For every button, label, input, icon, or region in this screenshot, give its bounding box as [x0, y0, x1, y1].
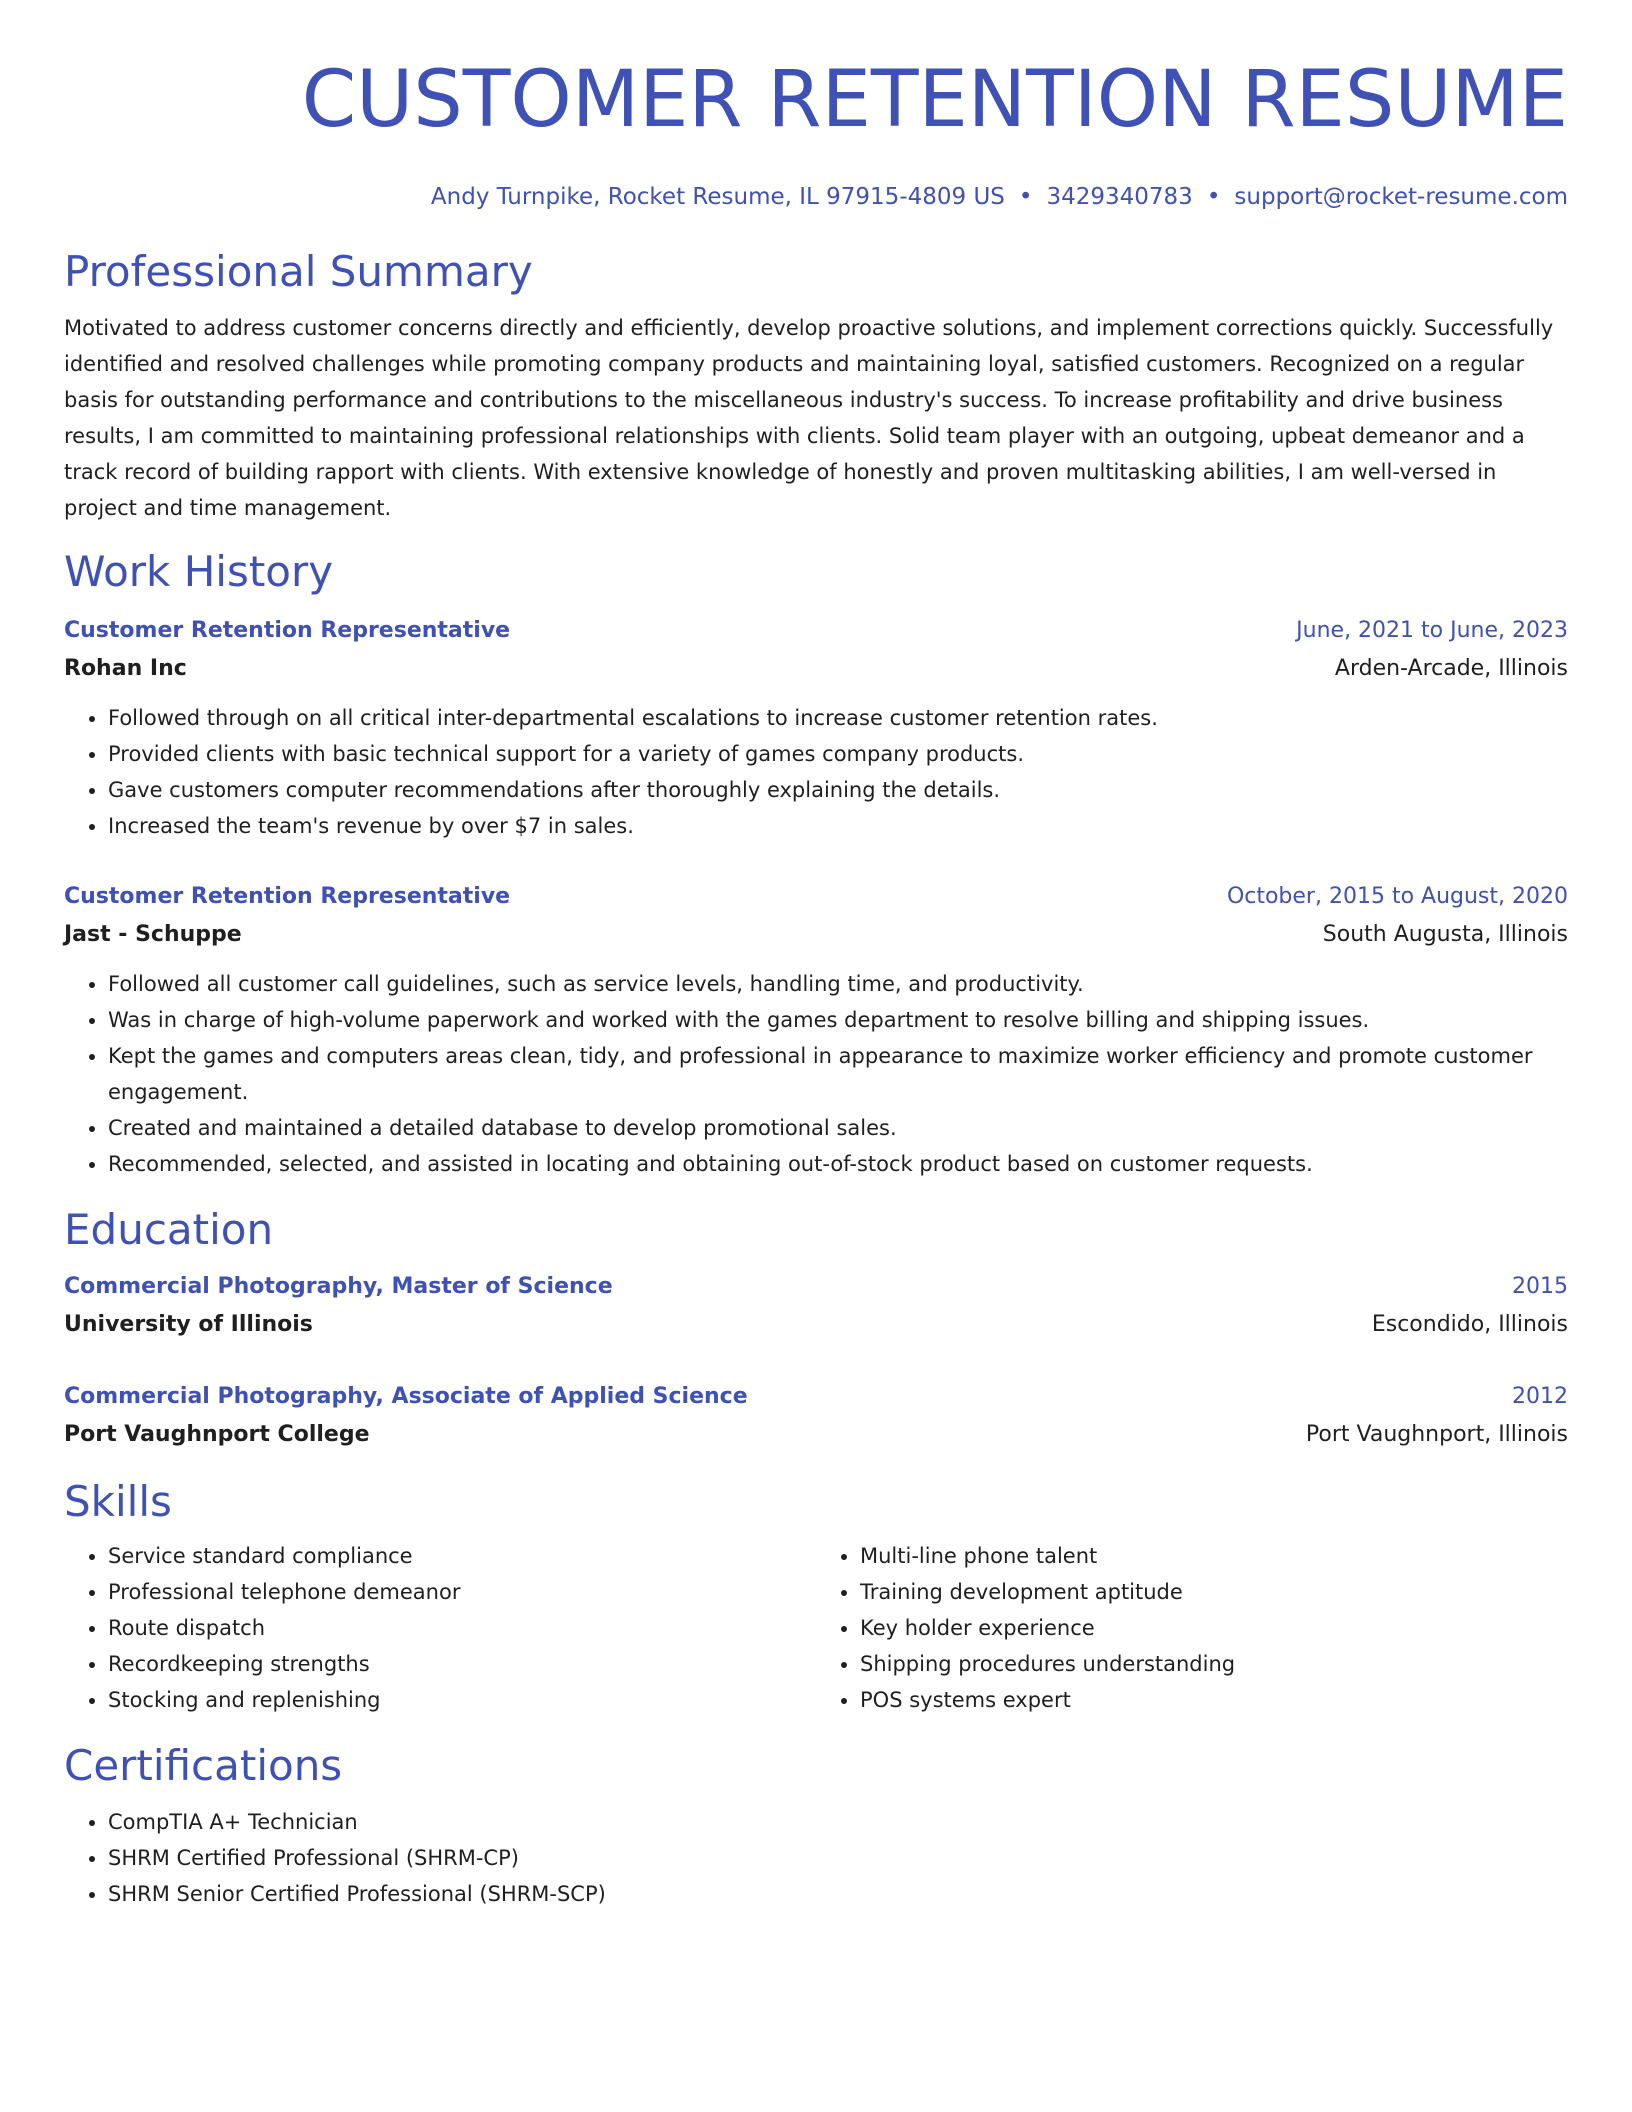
skill-item: • Shipping procedures understanding [860, 1646, 1568, 1682]
job-company: Rohan Inc [64, 656, 187, 681]
job-bullets [64, 966, 1568, 1182]
job-bullets [64, 700, 1568, 844]
job-location: South Augusta, Illinois [1322, 922, 1568, 947]
job-company: Jast - Schuppe [64, 922, 242, 947]
contact-line [64, 182, 1568, 212]
job-location: Arden-Arcade, Illinois [1334, 656, 1568, 681]
education-school-row [64, 1306, 1568, 1344]
job-company-row [64, 916, 1568, 954]
contact-email: support@rocket-resume.com [1234, 184, 1568, 210]
skill-item: • Multi-line phone talent [860, 1538, 1568, 1574]
job-bullet: • Recommended, selected, and assisted in locating and obtaining out-of-stock product based on customer requests. [108, 1146, 1568, 1182]
education-degree: Commercial Photography, Master of Science [64, 1274, 613, 1299]
summary-heading: Professional Summary [64, 247, 533, 296]
job-entry [64, 612, 1568, 844]
education-entry [64, 1378, 1568, 1454]
job-dates: October, 2015 to August, 2020 [1226, 884, 1568, 909]
job-bullet: • Gave customers computer recommendations after thoroughly explaining the details. [108, 772, 1568, 808]
job-bullet: • Followed through on all critical inter-departmental escalations to increase customer retention rates. [108, 700, 1568, 736]
job-title-row [64, 612, 1568, 650]
education-heading: Education [64, 1205, 274, 1254]
job-title: Customer Retention Representative [64, 618, 511, 643]
work-history-heading: Work History [64, 547, 334, 596]
skills-list-left [64, 1538, 816, 1718]
job-title-row [64, 878, 1568, 916]
skills-grid [64, 1538, 1568, 1718]
job-company-row [64, 650, 1568, 688]
job-bullet: • Created and maintained a detailed database to develop promotional sales. [108, 1110, 1568, 1146]
education-school: University of Illinois [64, 1312, 313, 1337]
skill-item: • Training development aptitude [860, 1574, 1568, 1610]
education-degree-row [64, 1268, 1568, 1306]
education-location: Port Vaughnport, Illinois [1305, 1422, 1568, 1447]
skill-item: • Recordkeeping strengths [108, 1646, 816, 1682]
education-year: 2015 [1512, 1274, 1568, 1299]
skill-item: • Route dispatch [108, 1610, 816, 1646]
certification-item: • SHRM Senior Certified Professional (SHRM-SCP) [108, 1876, 1568, 1912]
education-location: Escondido, Illinois [1371, 1312, 1568, 1337]
education-school: Port Vaughnport College [64, 1422, 370, 1447]
education-year: 2012 [1512, 1384, 1568, 1409]
skill-item: • Service standard compliance [108, 1538, 816, 1574]
job-bullet: • Provided clients with basic technical support for a variety of games company products. [108, 736, 1568, 772]
skill-item: • Key holder experience [860, 1610, 1568, 1646]
education-school-row [64, 1416, 1568, 1454]
contact-separator: • [1206, 184, 1221, 210]
certifications-heading: Certifications [64, 1741, 343, 1790]
summary-text: Motivated to address customer concerns directly and efficiently, develop proactive solutions, and implement corrections quickly. Successfully identified and resolved challenges while promoting company products and maintaining loyal, satisfied customers. Recognized on a regular basis for outstanding performance and contributions to the miscellaneous industry's success. To increase profitability and drive business results, I am committed to maintaining professional relationships with clients. Solid team player with an outgoing, upbeat demeanor and a track record of building rapport with clients. With extensive knowledge of honestly and proven multitasking abilities, I am well-versed in project and time management. [64, 316, 1554, 520]
certification-item: • SHRM Certified Professional (SHRM-CP) [108, 1840, 1568, 1876]
resume-title: CUSTOMER RETENTION RESUME [301, 55, 1568, 145]
certification-item: • CompTIA A+ Technician [108, 1804, 1568, 1840]
contact-address: Andy Turnpike, Rocket Resume, IL 97915-4809 US [430, 184, 1005, 210]
job-bullet: • Followed all customer call guidelines, such as service levels, handling time, and productivity. [108, 966, 1568, 1002]
skills-heading: Skills [64, 1477, 172, 1526]
job-entry [64, 878, 1568, 1182]
job-bullet: • Was in charge of high-volume paperwork and worked with the games department to resolve billing and shipping issues. [108, 1002, 1568, 1038]
education-degree: Commercial Photography, Associate of Applied Science [64, 1384, 748, 1409]
job-title: Customer Retention Representative [64, 884, 511, 909]
skill-item: • Stocking and replenishing [108, 1682, 816, 1718]
job-bullet: • Increased the team's revenue by over $7 in sales. [108, 808, 1568, 844]
skills-list-right [816, 1538, 1568, 1718]
certifications-list [64, 1804, 1568, 1912]
job-dates: June, 2021 to June, 2023 [1296, 618, 1568, 643]
contact-separator: • [1018, 184, 1033, 210]
contact-phone: 3429340783 [1046, 184, 1193, 210]
skill-item: • POS systems expert [860, 1682, 1568, 1718]
education-degree-row [64, 1378, 1568, 1416]
education-entry [64, 1268, 1568, 1344]
skill-item: • Professional telephone demeanor [108, 1574, 816, 1610]
job-bullet: • Kept the games and computers areas clean, tidy, and professional in appearance to maximize worker efficiency and promote customer engagement. [108, 1038, 1568, 1110]
